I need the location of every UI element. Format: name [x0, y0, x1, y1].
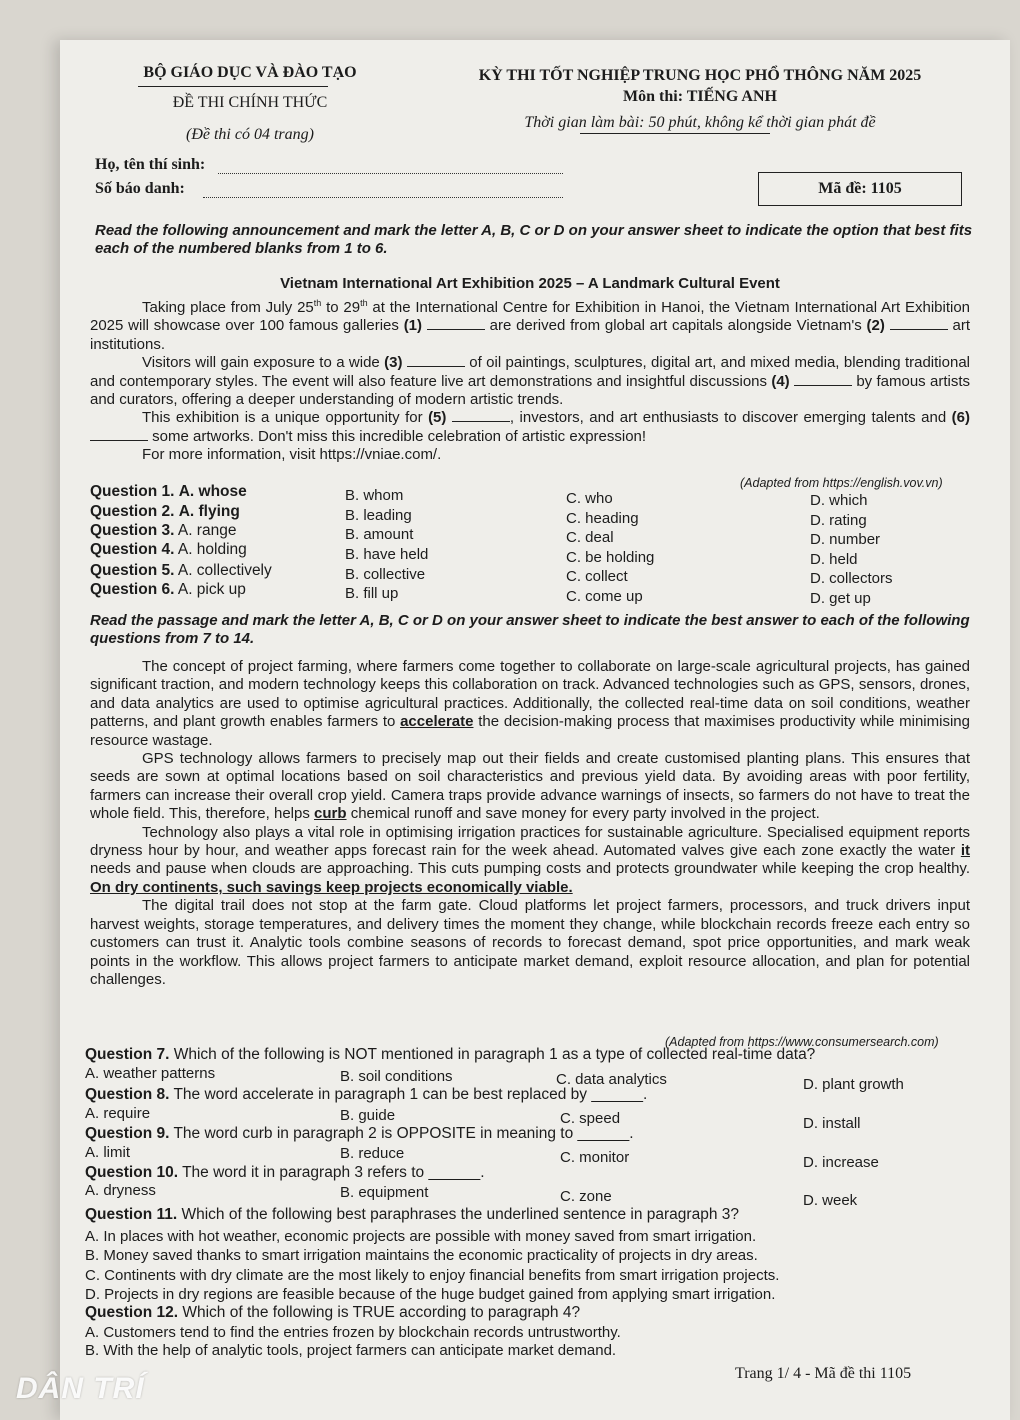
q3-option-b[interactable]: B. amount — [345, 526, 414, 543]
q2-option-b[interactable]: B. leading — [345, 507, 412, 524]
q8-option-c[interactable]: C. speed — [560, 1110, 621, 1127]
q9-option-b[interactable]: B. reduce — [340, 1145, 405, 1162]
q7-option-d[interactable]: D. plant growth — [803, 1076, 904, 1093]
q5-option-b[interactable]: B. collective — [345, 566, 426, 583]
q3-option-c[interactable]: C. deal — [566, 529, 614, 546]
passage-source: (Adapted from https://www.consumersearch.com) — [665, 1035, 939, 1049]
q10-option-a[interactable]: A. dryness — [85, 1182, 156, 1199]
q10-option-d[interactable]: D. week — [803, 1192, 858, 1209]
time-note: Thời gian làm bài: 50 phút, không kể thời gian phát đề — [524, 114, 876, 131]
subject: Môn thi: TIẾNG ANH — [623, 88, 777, 105]
q12-option-a[interactable]: A. Customers tend to find the entries frozen by blockchain records untrustworthy. — [85, 1324, 621, 1341]
name-label: Họ, tên thí sinh: — [95, 156, 206, 173]
q7-option-b[interactable]: B. soil conditions — [340, 1068, 453, 1085]
question-4: Question 4. A. holding — [90, 541, 247, 558]
section1-instruction: Read the following announcement and mark the letter A, B, C or D on your answer sheet to indicate the option that best fits each of the numbered blanks from 1 to 6. — [95, 222, 973, 257]
q4-option-c[interactable]: C. be holding — [566, 549, 655, 566]
page-footer: Trang 1/ 4 - Mã đề thi 1105 — [735, 1365, 912, 1382]
question-7: Question 7. Which of the following is NOT mentioned in paragraph 1 as a type of collected real-time data? — [85, 1046, 816, 1063]
name-line — [218, 172, 563, 174]
ministry-name: BỘ GIÁO DỤC VÀ ĐÀO TẠO — [143, 64, 357, 81]
question-1: Question 1. A. whose — [90, 483, 247, 500]
q5-option-d[interactable]: D. collectors — [810, 570, 893, 587]
question-11: Question 11. Which of the following best paraphrases the underlined sentence in paragraph 3? — [85, 1206, 739, 1223]
exam-type: ĐỀ THI CHÍNH THỨC — [172, 94, 328, 111]
q4-option-d[interactable]: D. held — [810, 551, 858, 568]
exam-title: KỲ THI TỐT NGHIỆP TRUNG HỌC PHỔ THÔNG NĂM 2025 — [478, 67, 922, 84]
pages-note: (Đề thi có 04 trang) — [186, 126, 314, 143]
q10-option-b[interactable]: B. equipment — [340, 1184, 429, 1201]
q2-option-d[interactable]: D. rating — [810, 512, 867, 529]
q6-option-c[interactable]: C. come up — [566, 588, 643, 605]
id-label: Số báo danh: — [95, 180, 185, 197]
question-8: Question 8. The word accelerate in paragraph 1 can be best replaced by ______. — [85, 1086, 648, 1103]
q9-option-c[interactable]: C. monitor — [560, 1149, 630, 1166]
q5-option-c[interactable]: C. collect — [566, 568, 628, 585]
announcement-title: Vietnam International Art Exhibition 2025 – A Landmark Cultural Event — [280, 275, 780, 292]
question-3: Question 3. A. range — [90, 522, 237, 539]
question-9: Question 9. The word curb in paragraph 2 is OPPOSITE in meaning to ______. — [85, 1125, 634, 1142]
question-2: Question 2. A. flying — [90, 503, 240, 520]
q6-option-b[interactable]: B. fill up — [345, 585, 399, 602]
q8-option-b[interactable]: B. guide — [340, 1107, 396, 1124]
q4-option-b[interactable]: B. have held — [345, 546, 429, 563]
q1-option-c[interactable]: C. who — [566, 490, 613, 507]
q1-option-b[interactable]: B. whom — [345, 487, 404, 504]
section2-instruction: Read the passage and mark the letter A, B, C or D on your answer sheet to indicate the best answer to each of the following questions from 7 to 14. — [90, 612, 970, 647]
q12-option-b[interactable]: B. With the help of analytic tools, project farmers can anticipate market demand. — [85, 1342, 617, 1359]
passage-body: The concept of project farming, where farmers come together to collaborate on large-scale agricultural projects, has gained significant traction, and modern technology keeps this collaboration on track. Advanced technologies such as GPS, sensors, drones, and data analytics are used to optimise agricultural practices. Additionally, the collected real-time data on soil conditions, weather patterns, and plant growth enables farmers to accelerate the decision-making process that maximises productivity while minimising resource wastage. GPS technology allows farmers to precisely map out their fields and create customised planting plans. This ensures that seeds are sown at optimal locations based on soil characteristics and previous yield data. By avoiding areas with poor fertility, farmers can increase their overall crop yield. Camera traps provide advance warnings of insects, so farmers do not have to treat the whole field. This, therefore, helps curb chemical runoff and save money for every party involved in the project. Technology also plays a vital role in optimising irrigation practices for sustainable agriculture. Specialised equipment reports dryness hour by hour, and weather apps forecast rain for the week ahead. Automated valves give each zone exactly the water it needs and pause when clouds are approaching. This cuts pumping costs and protects groundwater while keeping the crop healthy. On dry continents, such savings keep projects economically viable. The digital trail does not stop at the farm gate. Cloud platforms let project farmers, processors, and truck drivers input harvest weights, storage temperatures, and delivery times the moment they change, while blockchain records freeze each entry so customers can trust it. Analytic tools combine seasons of records to forecast demand, spot price opportunities, and mark weak points in the workflow. This allows project farmers to anticipate market demand, exploit resource allocation, and plan for potential challenges. — [90, 658, 970, 988]
question-5: Question 5. A. collectively — [90, 562, 272, 579]
header-divider — [138, 86, 328, 87]
q11-option-c[interactable]: C. Continents with dry climate are the most likely to enjoy financial benefits from smart irrigation projects. — [85, 1267, 780, 1284]
exam-code-box: Mã đề: 1105 — [758, 172, 962, 206]
question-12: Question 12. Which of the following is TRUE according to paragraph 4? — [85, 1304, 581, 1321]
watermark-logo: DÂN TRÍ — [16, 1372, 145, 1405]
header-divider-right — [580, 133, 770, 134]
q7-option-c[interactable]: C. data analytics — [556, 1071, 667, 1088]
info-link: For more information, visit https://vniae.com/. — [142, 446, 442, 464]
q11-option-d[interactable]: D. Projects in dry regions are feasible because of the huge budget gained from applying smart irrigation. — [85, 1286, 776, 1303]
question-6: Question 6. A. pick up — [90, 581, 246, 598]
id-line — [203, 196, 563, 198]
q1-option-d[interactable]: D. which — [810, 492, 868, 509]
q9-option-a[interactable]: A. limit — [85, 1144, 130, 1161]
q11-option-a[interactable]: A. In places with hot weather, economic projects are possible with money saved from smart irrigation. — [85, 1228, 757, 1245]
q10-option-c[interactable]: C. zone — [560, 1188, 612, 1205]
question-10: Question 10. The word it in paragraph 3 refers to ______. — [85, 1164, 485, 1181]
q7-option-a[interactable]: A. weather patterns — [85, 1065, 216, 1082]
q8-option-a[interactable]: A. require — [85, 1105, 151, 1122]
q3-option-d[interactable]: D. number — [810, 531, 881, 548]
q9-option-d[interactable]: D. increase — [803, 1154, 879, 1171]
announcement-body: Taking place from July 25th to 29th at the International Centre for Exhibition in Hanoi, the Vietnam International Art Exhibition 2025 will showcase over 100 famous galleries (1) are derived from global art capitals alongside Vietnam's (2) art institutions. Visitors will gain exposure to a wide (3) of oil paintings, sculptures, digital art, and mixed media, blending traditional and contemporary styles. The event will also feature live art demonstrations and insightful discussions (4) by famous artists and curators, offering a deeper understanding of modern artistic trends. This exhibition is a unique opportunity for (5) , investors, and art enthusiasts to discover emerging talents and (6) some artworks. Don't miss this incredible celebration of artistic expression! For more information, visit https://vniae.com/. — [90, 298, 971, 464]
q6-option-d[interactable]: D. get up — [810, 590, 871, 607]
q11-option-b[interactable]: B. Money saved thanks to smart irrigation maintains the economic practicality of projects in dry areas. — [85, 1247, 758, 1264]
q8-option-d[interactable]: D. install — [803, 1115, 861, 1132]
announcement-source: (Adapted from https://english.vov.vn) — [740, 476, 943, 490]
q2-option-c[interactable]: C. heading — [566, 510, 639, 527]
